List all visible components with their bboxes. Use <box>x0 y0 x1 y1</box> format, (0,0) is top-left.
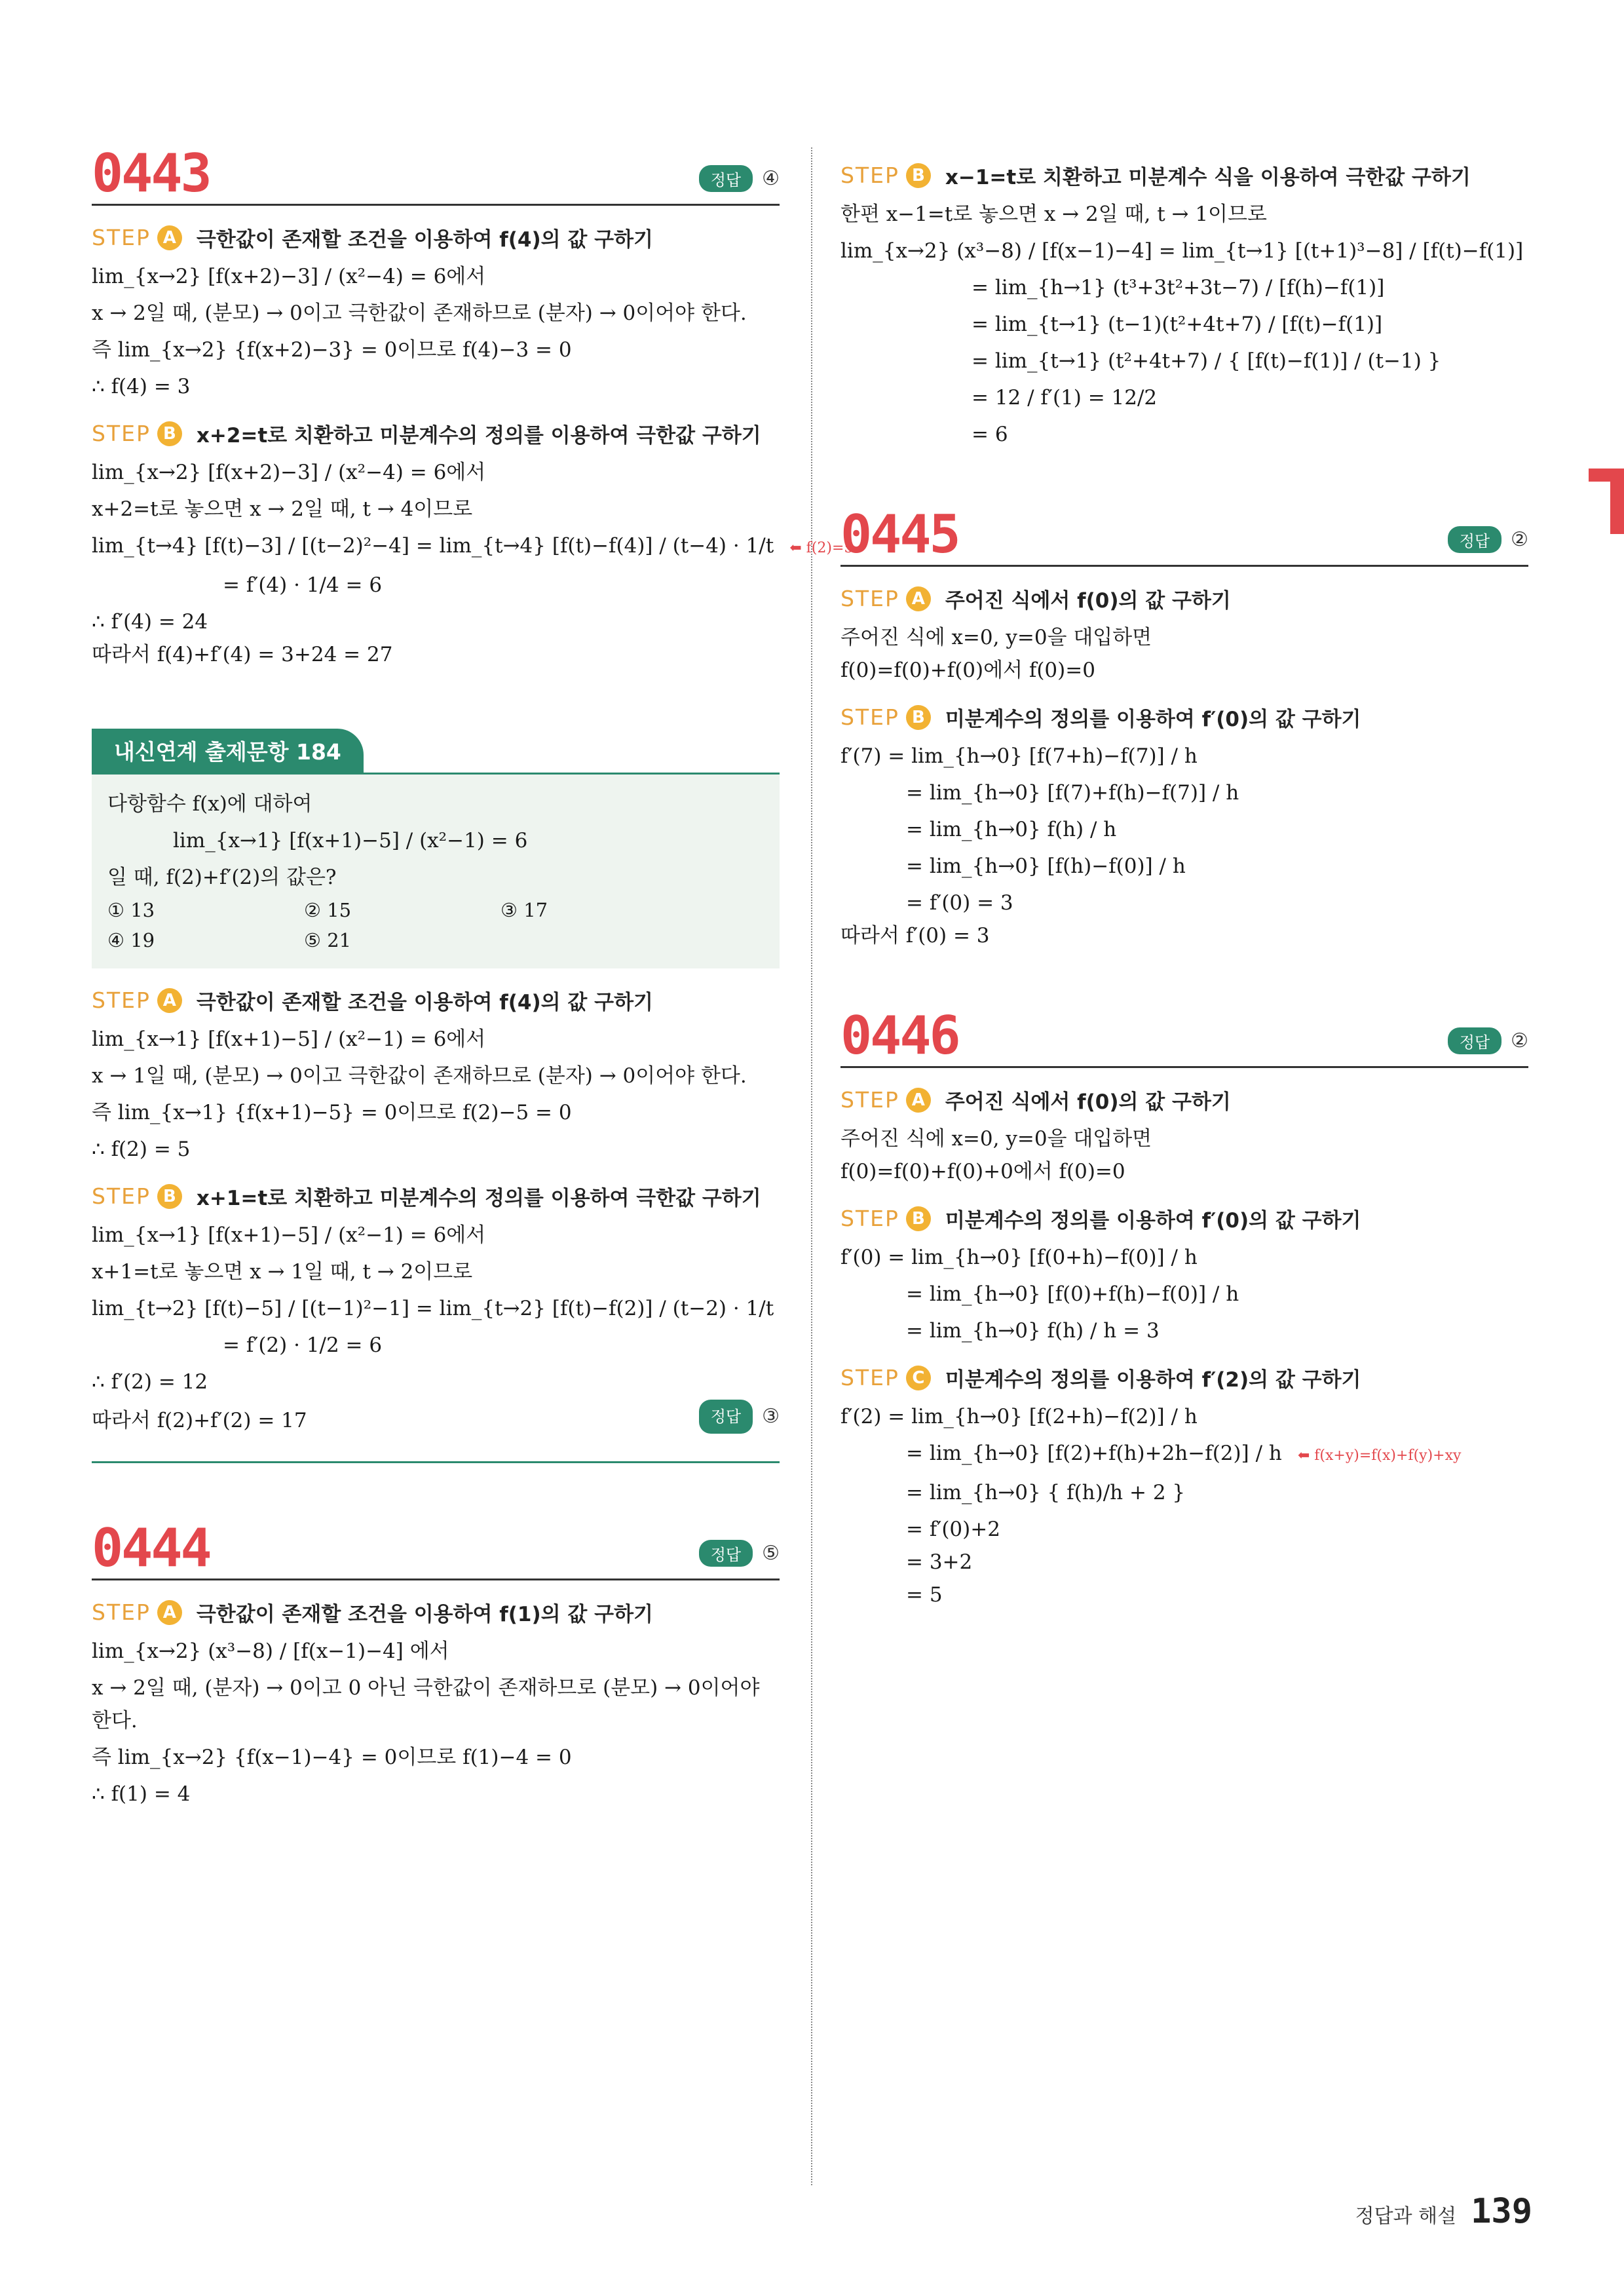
answer-indicator <box>699 1540 780 1567</box>
step-heading <box>92 1598 780 1627</box>
margin-note: ⬅ f(2)=5 <box>789 540 854 556</box>
step-heading <box>92 419 780 448</box>
step-title: 극한값이 존재할 조건을 이용하여 f(1)의 값 구하기 <box>196 1603 653 1626</box>
step-title: 미분계수의 정의를 이용하여 f′(2)의 값 구하기 <box>945 1368 1361 1392</box>
math-line: = lim_{h→0} [f(7)+f(h)−f(7)] / h <box>906 781 1239 805</box>
math-line: f′(0) = lim_{h→0} [f(0+h)−f(0)] / h <box>840 1246 1198 1269</box>
math-line <box>92 531 854 564</box>
math-line: lim_{t→2} [f(t)−5] / [(t−1)²−1] = lim_{t→2} [f(t)−f(2)] / (t−2) · 1/t <box>92 1297 774 1320</box>
step-title: 극한값이 존재할 조건을 이용하여 f(4)의 값 구하기 <box>196 228 653 252</box>
answer-indicator <box>699 165 780 192</box>
step-title: 주어진 식에서 f(0)의 값 구하기 <box>945 589 1231 613</box>
math-line: = lim_{t→1} (t−1)(t²+4t+7) / [f(t)−f(1)] <box>972 313 1383 336</box>
choice: ⑤ 21 <box>304 929 352 951</box>
math-line: lim_{x→2} (x³−8) / [f(x−1)−4] 에서 <box>92 1639 449 1663</box>
text-line: 한편 x−1=t로 놓으면 x → 2일 때, t → 1이므로 <box>840 202 1267 226</box>
answer-choice: ③ <box>762 1405 780 1428</box>
answer-choice: ⑤ <box>762 1542 780 1565</box>
step-letter-badge: A <box>157 225 182 250</box>
question-line: 다항함수 f(x)에 대하여 <box>107 792 312 816</box>
text-line: 주어진 식에 x=0, y=0을 대입하면 <box>840 1127 1152 1151</box>
math-line: = 12 / f′(1) = 12/2 <box>972 386 1158 410</box>
math-line <box>906 1438 1528 1471</box>
math-line: 즉 lim_{x→2} {f(x−1)−4} = 0이므로 f(1)−4 = 0 <box>92 1746 572 1769</box>
step-heading <box>840 1085 1528 1115</box>
step-letter-badge: C <box>906 1366 931 1390</box>
step-label: STEP <box>92 1183 151 1209</box>
math-line: f(0)=f(0)+f(0)+0에서 f(0)=0 <box>840 1160 1125 1183</box>
step-heading <box>840 161 1528 190</box>
related-problem-header <box>92 729 780 775</box>
question-line: lim_{x→1} [f(x+1)−5] / (x²−1) = 6 <box>173 829 528 852</box>
math-line: ∴ f′(2) = 12 <box>92 1370 208 1394</box>
step-title: x+2=t로 치환하고 미분계수의 정의를 이용하여 극한값 구하기 <box>196 424 761 448</box>
math-line: = lim_{h→1} (t³+3t²+3t−7) / [f(h)−f(1)] <box>972 276 1385 299</box>
step-heading <box>840 1363 1528 1392</box>
chapter-tab <box>1610 469 1624 534</box>
problem-header-0445 <box>840 504 1528 567</box>
step-letter-badge: B <box>906 163 931 188</box>
step-heading <box>92 985 780 1015</box>
step-letter-badge: A <box>906 586 931 611</box>
math-line: lim_{x→2} (x³−8) / [f(x−1)−4] = lim_{t→1} [(t+1)³−8] / [f(t)−f(1)] <box>840 239 1524 263</box>
step-label: STEP <box>92 421 151 446</box>
related-problem-body <box>92 775 780 968</box>
step-heading <box>92 1181 780 1211</box>
step-heading <box>92 223 780 252</box>
step-title: 극한값이 존재할 조건을 이용하여 f(4)의 값 구하기 <box>196 991 653 1014</box>
answer-badge: 정답 <box>699 165 753 192</box>
step-letter-badge: B <box>157 1184 182 1209</box>
answer-indicator <box>1448 1027 1528 1054</box>
answer-badge: 정답 <box>1448 526 1501 553</box>
step-label: STEP <box>840 704 899 730</box>
step-label: STEP <box>92 1599 151 1625</box>
step-letter-badge: B <box>157 421 182 446</box>
text-line: x → 1일 때, (분모) → 0이고 극한값이 존재하므로 (분자) → 0이어야 한다. <box>92 1064 747 1088</box>
problem-number: 0444 <box>92 1518 210 1578</box>
problem-number: 0446 <box>840 1005 959 1066</box>
text-line: x+1=t로 놓으면 x → 1일 때, t → 2이므로 <box>92 1260 473 1284</box>
text-line: 주어진 식에 x=0, y=0을 대입하면 <box>840 626 1152 649</box>
math-line: lim_{x→1} [f(x+1)−5] / (x²−1) = 6에서 <box>92 1027 486 1051</box>
choice: ④ 19 <box>107 929 155 951</box>
answer-choice: ④ <box>762 167 780 190</box>
problem-number: 0445 <box>840 504 959 565</box>
math-line: ∴ f(2) = 5 <box>92 1138 191 1161</box>
math-line: lim_{x→1} [f(x+1)−5] / (x²−1) = 6에서 <box>92 1223 486 1247</box>
problem-header-0443 <box>92 143 780 206</box>
page-footer <box>1355 2192 1532 2231</box>
answer-choice: ② <box>1511 1029 1528 1052</box>
math-line: ∴ f(1) = 4 <box>92 1782 191 1806</box>
step-label: STEP <box>840 1087 899 1113</box>
math-line: = 5 <box>906 1583 943 1607</box>
answer-indicator <box>1448 526 1528 553</box>
problem-number: 0443 <box>92 143 210 204</box>
choice-list <box>107 895 764 955</box>
step-heading <box>840 1204 1528 1233</box>
step-letter-badge: B <box>906 1206 931 1231</box>
conclusion-row <box>92 1400 780 1442</box>
step-label: STEP <box>840 1365 899 1390</box>
math-line: = 3+2 <box>906 1550 973 1574</box>
text-line: x+2=t로 놓으면 x → 2일 때, t → 4이므로 <box>92 497 473 521</box>
math-line: = lim_{h→0} f(h) / h = 3 <box>906 1319 1160 1343</box>
answer-badge: 정답 <box>699 1400 753 1434</box>
step-label: STEP <box>840 163 899 188</box>
math-line: = lim_{t→1} (t²+4t+7) / { [f(t)−f(1)] / (t−1) } <box>972 349 1441 373</box>
math-text: lim_{t→4} [f(t)−3] / [(t−2)²−4] = lim_{t→4} [f(t)−f(4)] / (t−4) · 1/t <box>92 534 774 558</box>
problem-header-0444 <box>92 1518 780 1580</box>
math-line: = 6 <box>972 423 1008 446</box>
section-separator <box>92 1461 780 1463</box>
margin-note: ⬅ f(x+y)=f(x)+f(y)+xy <box>1297 1447 1462 1464</box>
footer-label: 정답과 해설 <box>1355 2205 1457 2228</box>
text-line: 따라서 f(4)+f′(4) = 3+24 = 27 <box>92 643 393 666</box>
math-line: ∴ f(4) = 3 <box>92 375 191 398</box>
math-line: = f′(4) · 1/4 = 6 <box>223 573 383 597</box>
column-divider <box>811 147 812 2185</box>
problem-header-0446 <box>840 1005 1528 1068</box>
choice: ② 15 <box>304 899 352 921</box>
page-number: 139 <box>1471 2192 1532 2231</box>
math-line: = lim_{h→0} [f(h)−f(0)] / h <box>906 854 1186 878</box>
math-line: ∴ f′(4) = 24 <box>92 610 208 634</box>
left-column <box>92 143 854 1812</box>
step-title: 주어진 식에서 f(0)의 값 구하기 <box>945 1090 1231 1114</box>
math-line: lim_{x→2} [f(x+2)−3] / (x²−4) = 6에서 <box>92 265 486 288</box>
answer-badge: 정답 <box>699 1540 753 1567</box>
step-letter-badge: B <box>906 705 931 730</box>
math-line: f(0)=f(0)+f(0)에서 f(0)=0 <box>840 659 1095 682</box>
step-label: STEP <box>840 1206 899 1231</box>
step-label: STEP <box>92 987 151 1013</box>
question-line: 일 때, f(2)+f′(2)의 값은? <box>107 866 337 889</box>
text-line: 따라서 f′(0) = 3 <box>840 924 990 947</box>
step-label: STEP <box>840 586 899 611</box>
related-problem-box <box>92 729 780 968</box>
math-text: = lim_{h→0} [f(2)+f(h)+2h−f(2)] / h <box>906 1442 1282 1465</box>
step-title: x+1=t로 치환하고 미분계수의 정의를 이용하여 극한값 구하기 <box>196 1187 761 1210</box>
step-heading <box>840 702 1528 732</box>
step-letter-badge: A <box>906 1088 931 1113</box>
math-line: = lim_{h→0} f(h) / h <box>906 818 1117 841</box>
choice: ③ 17 <box>500 899 548 921</box>
text-line: x → 2일 때, (분모) → 0이고 극한값이 존재하므로 (분자) → 0이어야 한다. <box>92 301 747 325</box>
math-line: = lim_{h→0} { f(h)/h + 2 } <box>906 1481 1186 1504</box>
choice: ① 13 <box>107 899 155 921</box>
math-line: lim_{x→2} [f(x+2)−3] / (x²−4) = 6에서 <box>92 461 486 484</box>
step-heading <box>840 584 1528 613</box>
step-title: x−1=t로 치환하고 미분계수 식을 이용하여 극한값 구하기 <box>945 166 1471 189</box>
right-column <box>840 147 1528 1613</box>
math-line: = f′(0) = 3 <box>906 891 1013 915</box>
text-line: 따라서 f(2)+f′(2) = 17 <box>92 1409 307 1432</box>
step-letter-badge: A <box>157 1600 182 1625</box>
math-line: 즉 lim_{x→1} {f(x+1)−5} = 0이므로 f(2)−5 = 0 <box>92 1101 572 1124</box>
answer-indicator <box>699 1400 780 1434</box>
answer-choice: ② <box>1511 528 1528 551</box>
step-letter-badge: A <box>157 988 182 1013</box>
math-line: = f′(2) · 1/2 = 6 <box>223 1333 383 1357</box>
math-line: = f′(0)+2 <box>906 1518 1000 1541</box>
related-problem-tag: 내신연계 출제문항 184 <box>92 729 364 773</box>
math-line: = lim_{h→0} [f(0)+f(h)−f(0)] / h <box>906 1282 1239 1306</box>
answer-badge: 정답 <box>1448 1027 1501 1054</box>
step-label: STEP <box>92 225 151 250</box>
math-line: f′(7) = lim_{h→0} [f(7+h)−f(7)] / h <box>840 744 1198 768</box>
step-title: 미분계수의 정의를 이용하여 f′(0)의 값 구하기 <box>945 1209 1361 1233</box>
text-line: 한다. <box>92 1709 138 1732</box>
step-title: 미분계수의 정의를 이용하여 f′(0)의 값 구하기 <box>945 708 1361 731</box>
math-line: 즉 lim_{x→2} {f(x+2)−3} = 0이므로 f(4)−3 = 0 <box>92 338 572 362</box>
math-line: f′(2) = lim_{h→0} [f(2+h)−f(2)] / h <box>840 1405 1198 1428</box>
text-line: x → 2일 때, (분자) → 0이고 0 아닌 극한값이 존재하므로 (분모) → 0이어야 <box>92 1676 760 1700</box>
